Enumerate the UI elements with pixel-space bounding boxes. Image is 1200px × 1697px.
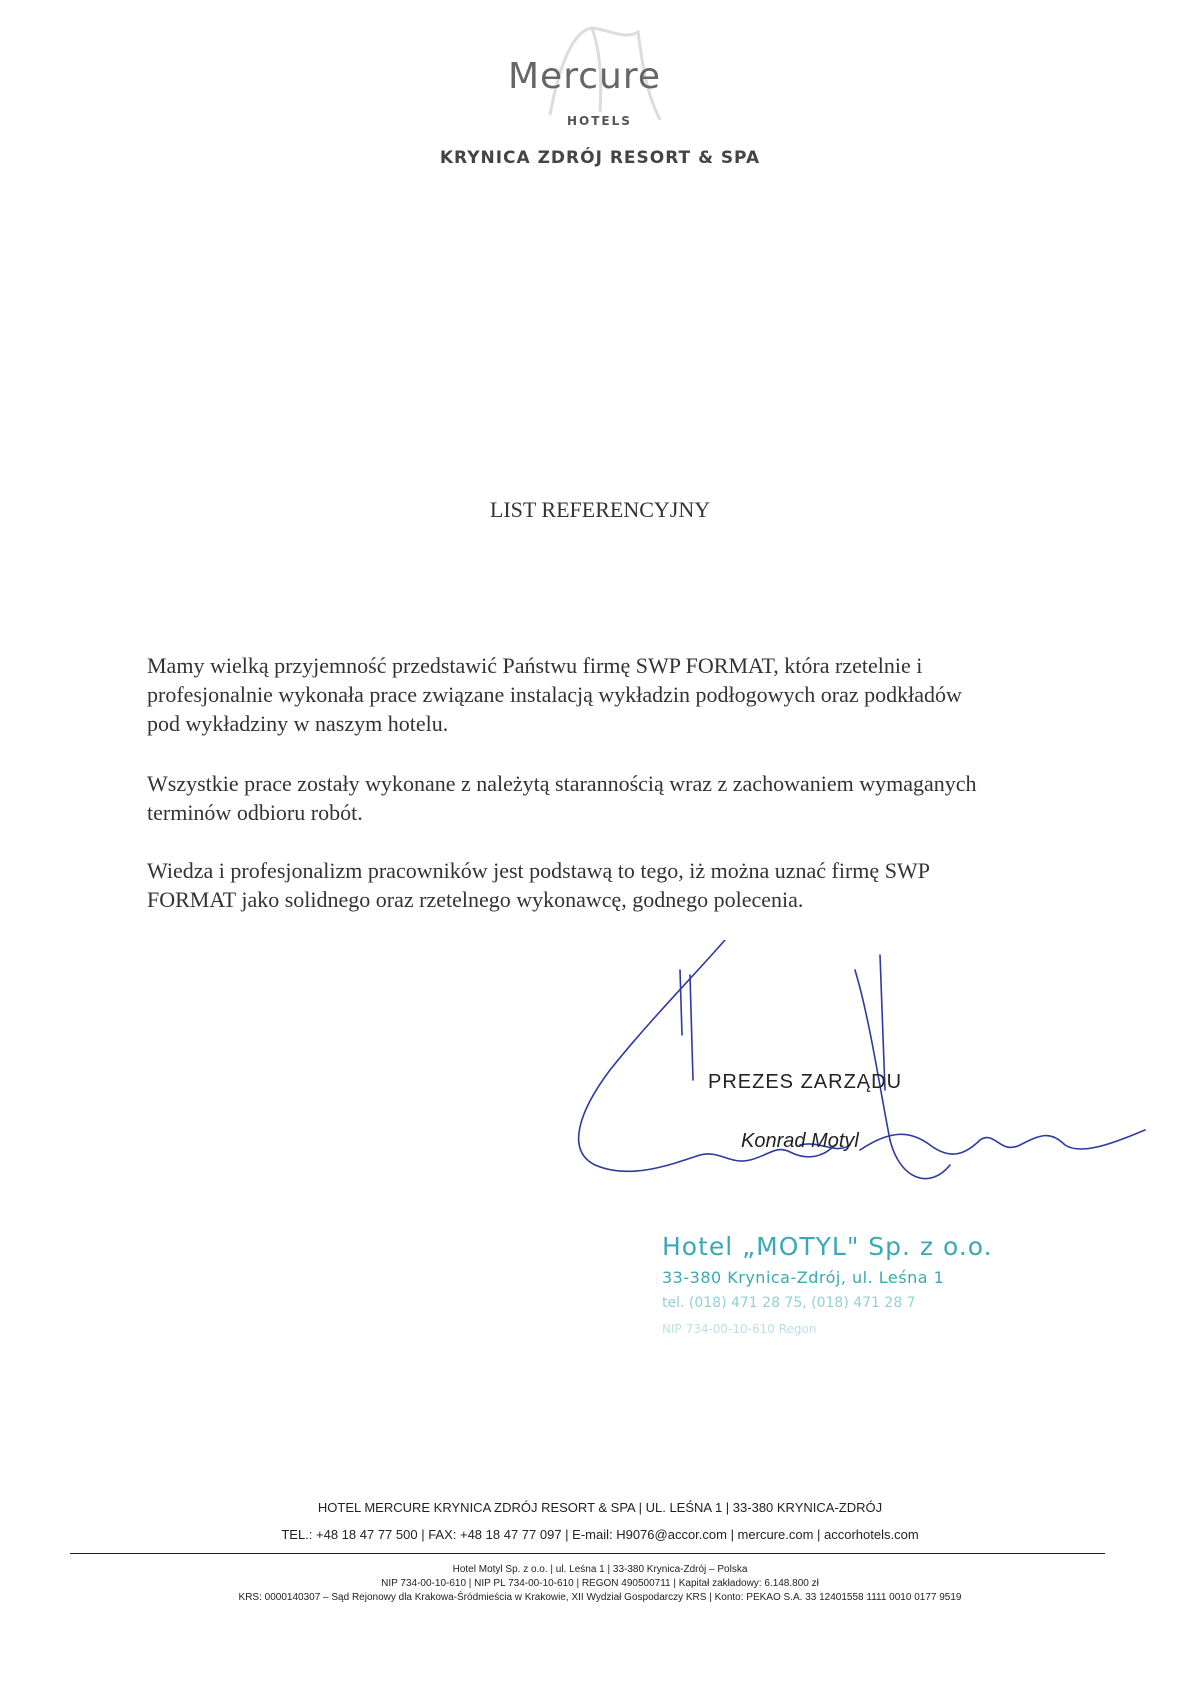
paragraph-1 (147, 651, 1077, 738)
paragraph-line: FORMAT jako solidnego oraz rzetelnego wykonawcę, godnego polecenia. (147, 887, 804, 912)
stamp-address: 33-380 Krynica-Zdrój, ul. Leśna 1 (662, 1268, 945, 1287)
logo-subtitle: HOTELS (567, 114, 632, 128)
stamp-tax-id: NIP 734-00-10-610 Regon (662, 1322, 817, 1336)
logo-wordmark: Mercure (508, 56, 661, 97)
paragraph-2 (147, 769, 1077, 827)
paragraph-3 (147, 856, 1077, 914)
mercure-logo (470, 20, 730, 128)
footer-address: HOTEL MERCURE KRYNICA ZDRÓJ RESORT & SPA | UL. LEŚNA 1 | 33-380 KRYNICA-ZDRÓJ (317, 1500, 883, 1515)
signatory-name: Konrad Motyl (741, 1130, 859, 1152)
paragraph-line: pod wykładziny w naszym hotelu. (147, 711, 449, 736)
footer-bank: KRS: 0000140307 – Sąd Rejonowy dla Krakowa-Śródmieścia w Krakowie, XII Wydział Gospodarczy KRS | Konto: PEKAO S.A. 33 12401558 1111 0010 0177 9519 (238, 1592, 962, 1603)
signatory-role: PREZES ZARZĄDU (708, 1071, 903, 1093)
footer-company: Hotel Motyl Sp. z o.o. | ul. Leśna 1 | 33-380 Krynica-Zdrój – Polska (452, 1564, 748, 1575)
stamp-title: Hotel „MOTYL" Sp. z o.o. (662, 1232, 993, 1261)
paragraph-line: Wiedza i profesjonalizm pracowników jest podstawą to tego, iż można uznać firmę SWP (147, 858, 930, 883)
paragraph-line: Wszystkie prace zostały wykonane z należytą starannością wraz z zachowaniem wymaganych (147, 771, 977, 796)
footer-contact: TEL.: +48 18 47 77 500 | FAX: +48 18 47 77 097 | E-mail: H9076@accor.com | mercure.com | accorhotels.com (281, 1527, 919, 1542)
footer-divider (70, 1553, 1105, 1554)
paragraph-line: terminów odbioru robót. (147, 800, 363, 825)
hotel-name: KRYNICA ZDRÓJ RESORT & SPA (439, 148, 761, 168)
paragraph-line: Mamy wielką przyjemność przedstawić Państwu firmę SWP FORMAT, która rzetelnie i (147, 653, 923, 678)
stamp-phone: tel. (018) 471 28 75, (018) 471 28 7 (662, 1295, 916, 1311)
footer-registration: NIP 734-00-10-610 | NIP PL 734-00-10-610 | REGON 490500711 | Kapitał zakładowy: 6.148.800 zł (381, 1578, 819, 1589)
document-title: LIST REFERENCYJNY (489, 497, 711, 522)
paragraph-line: profesjonalnie wykonała prace związane instalacją wykładzin podłogowych oraz podkładów (147, 682, 962, 707)
